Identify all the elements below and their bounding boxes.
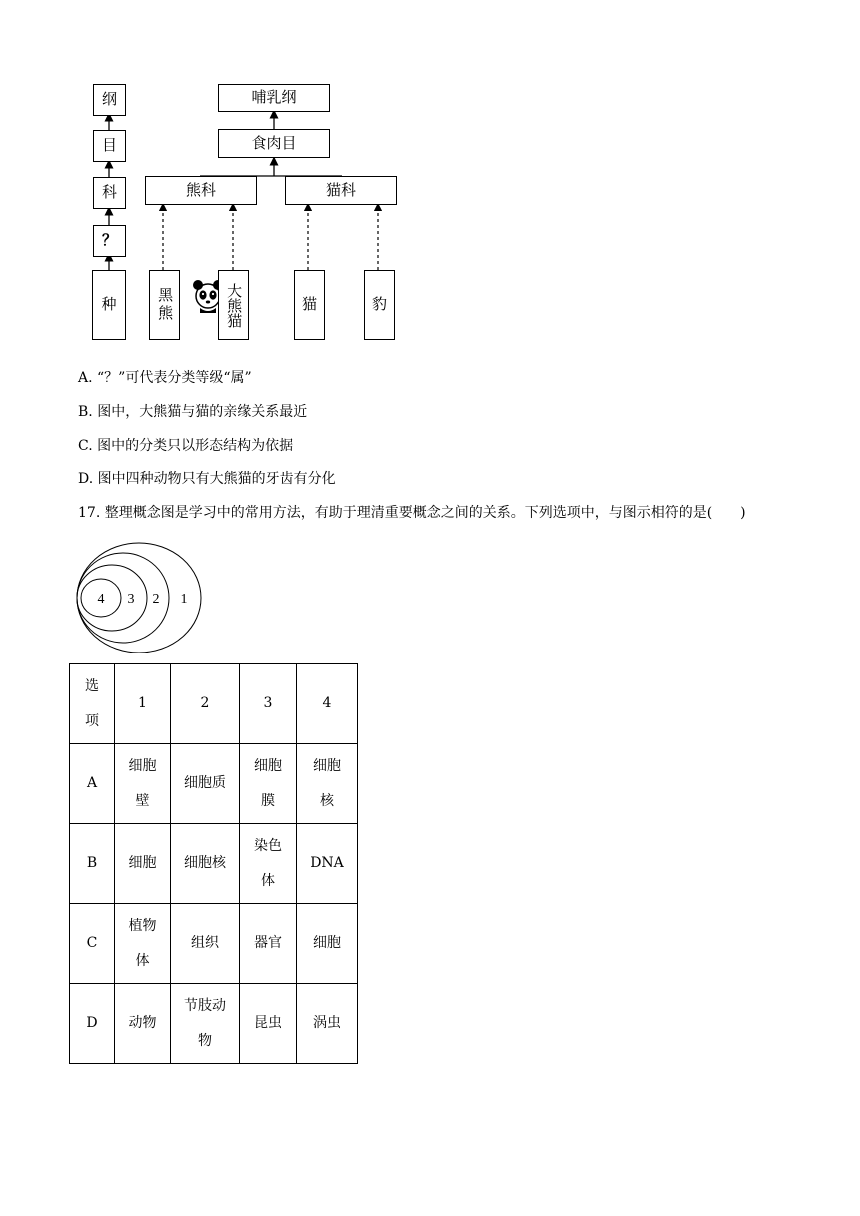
- table-cell: 细胞: [297, 904, 358, 984]
- giant-panda-label: 大熊猫: [225, 282, 244, 328]
- table-header-cell: 3: [240, 664, 297, 744]
- table-cell: 涡虫: [297, 984, 358, 1064]
- circle-label-1: 1: [180, 592, 188, 607]
- taxonomy-connectors: [0, 0, 860, 360]
- table-cell: 器官: [240, 904, 297, 984]
- black-bear-box: [149, 270, 180, 340]
- rank-unknown-box: ？: [93, 225, 126, 257]
- table-cell: 细胞核: [297, 744, 358, 824]
- table-cell: C: [70, 904, 115, 984]
- circle-label-4: 4: [97, 592, 105, 607]
- table-header-cell: 选项: [70, 664, 115, 744]
- carnivora-box: 食肉目: [218, 129, 330, 158]
- circle-3: [77, 565, 147, 631]
- option-a: A. “？”可代表分类等级“属”: [78, 370, 252, 386]
- rank-order-box: 目: [93, 130, 126, 162]
- table-header-cell: 2: [171, 664, 240, 744]
- table-row: [70, 984, 358, 1064]
- rank-species-box: 种: [92, 270, 126, 340]
- table-cell: A: [70, 744, 115, 824]
- leopard-box: 豹: [364, 270, 395, 340]
- table-cell: DNA: [297, 824, 358, 904]
- table-cell: 细胞膜: [240, 744, 297, 824]
- cat-box: 猫: [294, 270, 325, 340]
- concept-circles-diagram: [75, 535, 215, 653]
- table-cell: 细胞壁: [115, 744, 171, 824]
- rank-class-box: 纲: [93, 84, 126, 116]
- table-header-cell: 1: [115, 664, 171, 744]
- giant-panda-box: [218, 270, 249, 340]
- table-row: [70, 824, 358, 904]
- table-header-cell: 4: [297, 664, 358, 744]
- circle-label-2: 2: [152, 592, 160, 607]
- mammalia-box: 哺乳纲: [218, 84, 330, 112]
- table-header-row: [70, 664, 358, 744]
- table-cell: 动物: [115, 984, 171, 1064]
- options-table: [69, 663, 358, 1064]
- table-cell: 组织: [171, 904, 240, 984]
- table-cell: 细胞质: [171, 744, 240, 824]
- rank-family-box: 科: [93, 177, 126, 209]
- felidae-box: 猫科: [285, 176, 397, 205]
- circle-label-3: 3: [127, 592, 135, 607]
- table-cell: 染色体: [240, 824, 297, 904]
- question-17-text: 17. 整理概念图是学习中的常用方法，有助于理清重要概念之间的关系。下列选项中，与图示相符的是( ): [78, 505, 746, 521]
- table-cell: 细胞核: [171, 824, 240, 904]
- ursidae-box: 熊科: [145, 176, 257, 205]
- table-cell: 节肢动物: [171, 984, 240, 1064]
- table-cell: D: [70, 984, 115, 1064]
- table-cell: 细胞: [115, 824, 171, 904]
- table-cell: 昆虫: [240, 984, 297, 1064]
- table-row: [70, 744, 358, 824]
- table-row: [70, 904, 358, 984]
- table-cell: 植物体: [115, 904, 171, 984]
- table-cell: B: [70, 824, 115, 904]
- option-b: B. 图中，大熊猫与猫的亲缘关系最近: [78, 404, 308, 420]
- option-c: C. 图中的分类只以形态结构为依据: [78, 438, 294, 454]
- black-bear-label: 黑熊: [156, 287, 175, 323]
- option-d: D. 图中四种动物只有大熊猫的牙齿有分化: [78, 471, 336, 487]
